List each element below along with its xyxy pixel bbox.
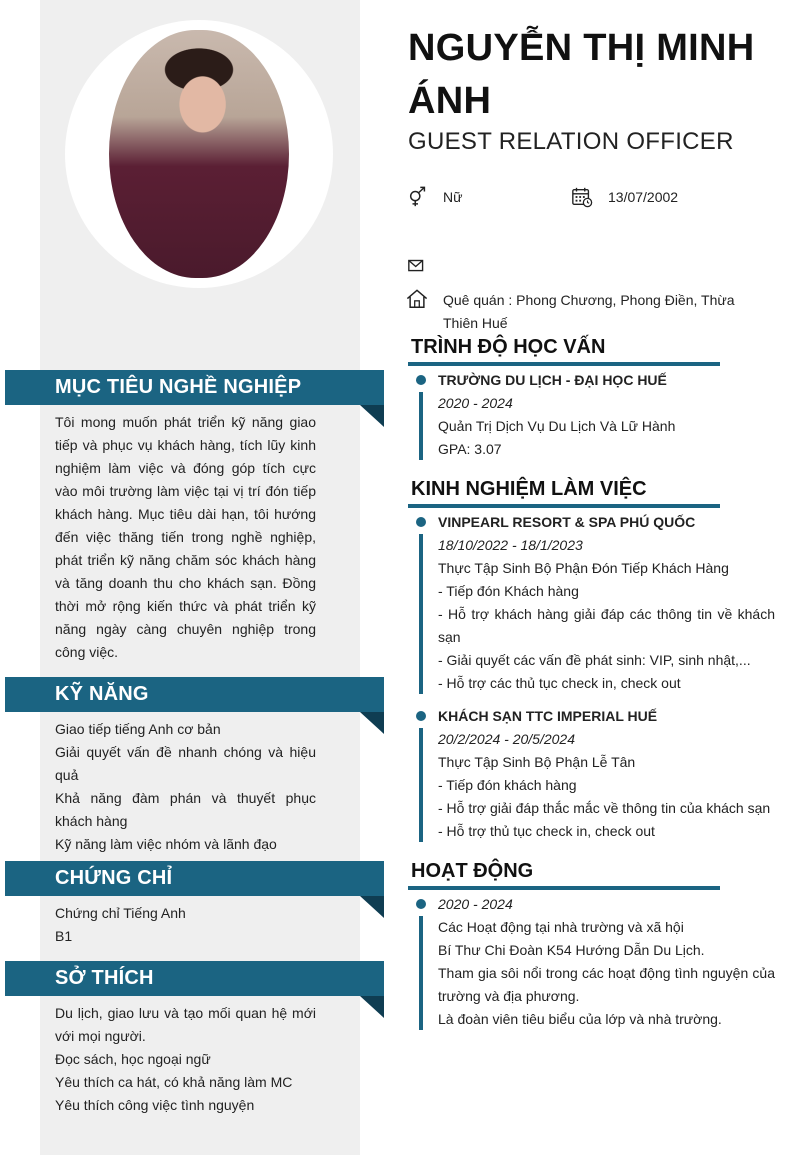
hobby-item: Du lịch, giao lưu và tạo mối quan hệ mới với mọi người. (55, 1005, 316, 1044)
certificates-list (55, 902, 316, 948)
education-timeline (419, 392, 423, 460)
experience-underline (408, 504, 720, 508)
education-underline (408, 362, 720, 366)
experience-title: KINH NGHIỆM LÀM VIỆC (411, 478, 647, 500)
education-gpa: GPA: 3.07 (438, 441, 502, 457)
activities-period: 2020 - 2024 (438, 896, 513, 912)
skill-item: Giao tiếp tiếng Anh cơ bản (55, 721, 221, 737)
activity-line: Bí Thư Chi Đoàn K54 Hướng Dẫn Du Lịch. (438, 942, 705, 958)
job-period: 20/2/2024 - 20/5/2024 (438, 731, 576, 747)
activities-bullet (416, 899, 426, 909)
activities-underline (408, 886, 720, 890)
calendar-icon (571, 186, 593, 208)
job-role: Thực Tập Sinh Bộ Phận Lễ Tân (438, 754, 636, 770)
job-entry (438, 705, 775, 843)
job-entry (438, 511, 775, 695)
skills-header-fold (360, 712, 384, 734)
experience-bullet (416, 517, 426, 527)
job-task: - Hỗ trợ thủ tục check in, check out (438, 823, 655, 839)
hobby-item: Đọc sách, học ngoại ngữ (55, 1051, 211, 1067)
job-period: 18/10/2022 - 18/1/2023 (438, 537, 583, 553)
certificate-item: B1 (55, 928, 73, 944)
skill-item: Khả năng đàm phán và thuyết phục khách hàng (55, 790, 316, 829)
hobbies-header-fold (360, 996, 384, 1018)
objective-header (5, 370, 384, 405)
job-role: Thực Tập Sinh Bộ Phận Đón Tiếp Khách Hàng (438, 560, 729, 576)
objective-title: MỤC TIÊU NGHỀ NGHIỆP (55, 376, 302, 398)
avatar-frame (65, 20, 333, 288)
experience-timeline (419, 534, 423, 694)
school-name: TRƯỜNG DU LỊCH - ĐẠI HỌC HUẾ (438, 372, 667, 388)
envelope-icon (407, 255, 429, 277)
job-task: - Hỗ trợ các thủ tục check in, check out (438, 675, 681, 691)
hobbies-title: SỞ THÍCH (55, 967, 154, 989)
certificates-title: CHỨNG CHỈ (55, 867, 173, 889)
skill-item: Giải quyết vấn đề nhanh chóng và hiệu quả (55, 744, 316, 783)
objective-header-fold (360, 405, 384, 427)
activity-line: Tham gia sôi nổi trong các hoạt động tình nguyện của trường và địa phương. (438, 965, 775, 1004)
job-task: - Tiếp đón Khách hàng (438, 583, 579, 599)
company-name: KHÁCH SẠN TTC IMPERIAL HUẾ (438, 708, 658, 724)
company-name: VINPEARL RESORT & SPA PHÚ QUỐC (438, 514, 696, 530)
certificate-item: Chứng chỉ Tiếng Anh (55, 905, 186, 921)
hometown-value: Quê quán : Phong Chương, Phong Điền, Thừa Thiên Huế (443, 292, 735, 331)
experience-bullet (416, 711, 426, 721)
skills-list (55, 718, 316, 856)
education-bullet (416, 375, 426, 385)
hobbies-list (55, 1002, 316, 1117)
activities-timeline (419, 916, 423, 1030)
gender-value: Nữ (443, 189, 463, 205)
education-major: Quản Trị Dịch Vụ Du Lịch Và Lữ Hành (438, 418, 676, 434)
skills-title: KỸ NĂNG (55, 683, 149, 705)
birthdate-value: 13/07/2002 (608, 189, 679, 205)
skill-item: Kỹ năng làm việc nhóm và lãnh đạo (55, 836, 277, 852)
activity-line: Là đoàn viên tiêu biểu của lớp và nhà trường. (438, 1011, 722, 1027)
experience-timeline (419, 728, 423, 842)
certificates-header (5, 861, 384, 896)
hobby-item: Yêu thích công việc tình nguyện (55, 1097, 255, 1113)
skills-header (5, 677, 384, 712)
certificates-header-fold (360, 896, 384, 918)
candidate-name: NGUYỄN THỊ MINH ÁNH (408, 27, 755, 122)
education-entry (438, 369, 775, 461)
avatar (109, 30, 289, 278)
activity-line: Các Hoạt động tại nhà trường và xã hội (438, 919, 684, 935)
objective-text: Tôi mong muốn phát triển kỹ năng giao tiếp và phục vụ khách hàng, tích lũy kinh nghiệm làm việc và đóng góp tích cực vào môi trường làm việc tại vị trí đón tiếp khách hàng. Mục tiêu dài hạn, tôi hướng đến việc thăng tiến trong nghề nghiệp, phát triển kỹ năng chăm sóc khách hàng và tăng doanh thu cho khách sạn. Đồng thời mở rộng kiến thức và phát triển kỹ năng ngày càng chuyên nghiệp trong công việc. (55, 414, 316, 660)
home-icon (406, 288, 428, 310)
job-title: GUEST RELATION OFFICER (408, 128, 734, 155)
hobbies-header (5, 961, 384, 996)
hobby-item: Yêu thích ca hát, có khả năng làm MC (55, 1074, 293, 1090)
job-task: - Tiếp đón khách hàng (438, 777, 577, 793)
job-task: - Hỗ trợ khách hàng giải đáp các thông tin về khách sạn (438, 606, 775, 645)
education-period: 2020 - 2024 (438, 395, 513, 411)
job-task: - Giải quyết các vấn đề phát sinh: VIP, sinh nhật,... (438, 652, 751, 668)
gender-icon (407, 186, 429, 208)
activities-entry (438, 893, 775, 1031)
job-task: - Hỗ trợ giải đáp thắc mắc về thông tin của khách sạn (438, 800, 771, 816)
activities-title: HOẠT ĐỘNG (411, 860, 534, 882)
education-title: TRÌNH ĐỘ HỌC VẤN (411, 336, 606, 358)
